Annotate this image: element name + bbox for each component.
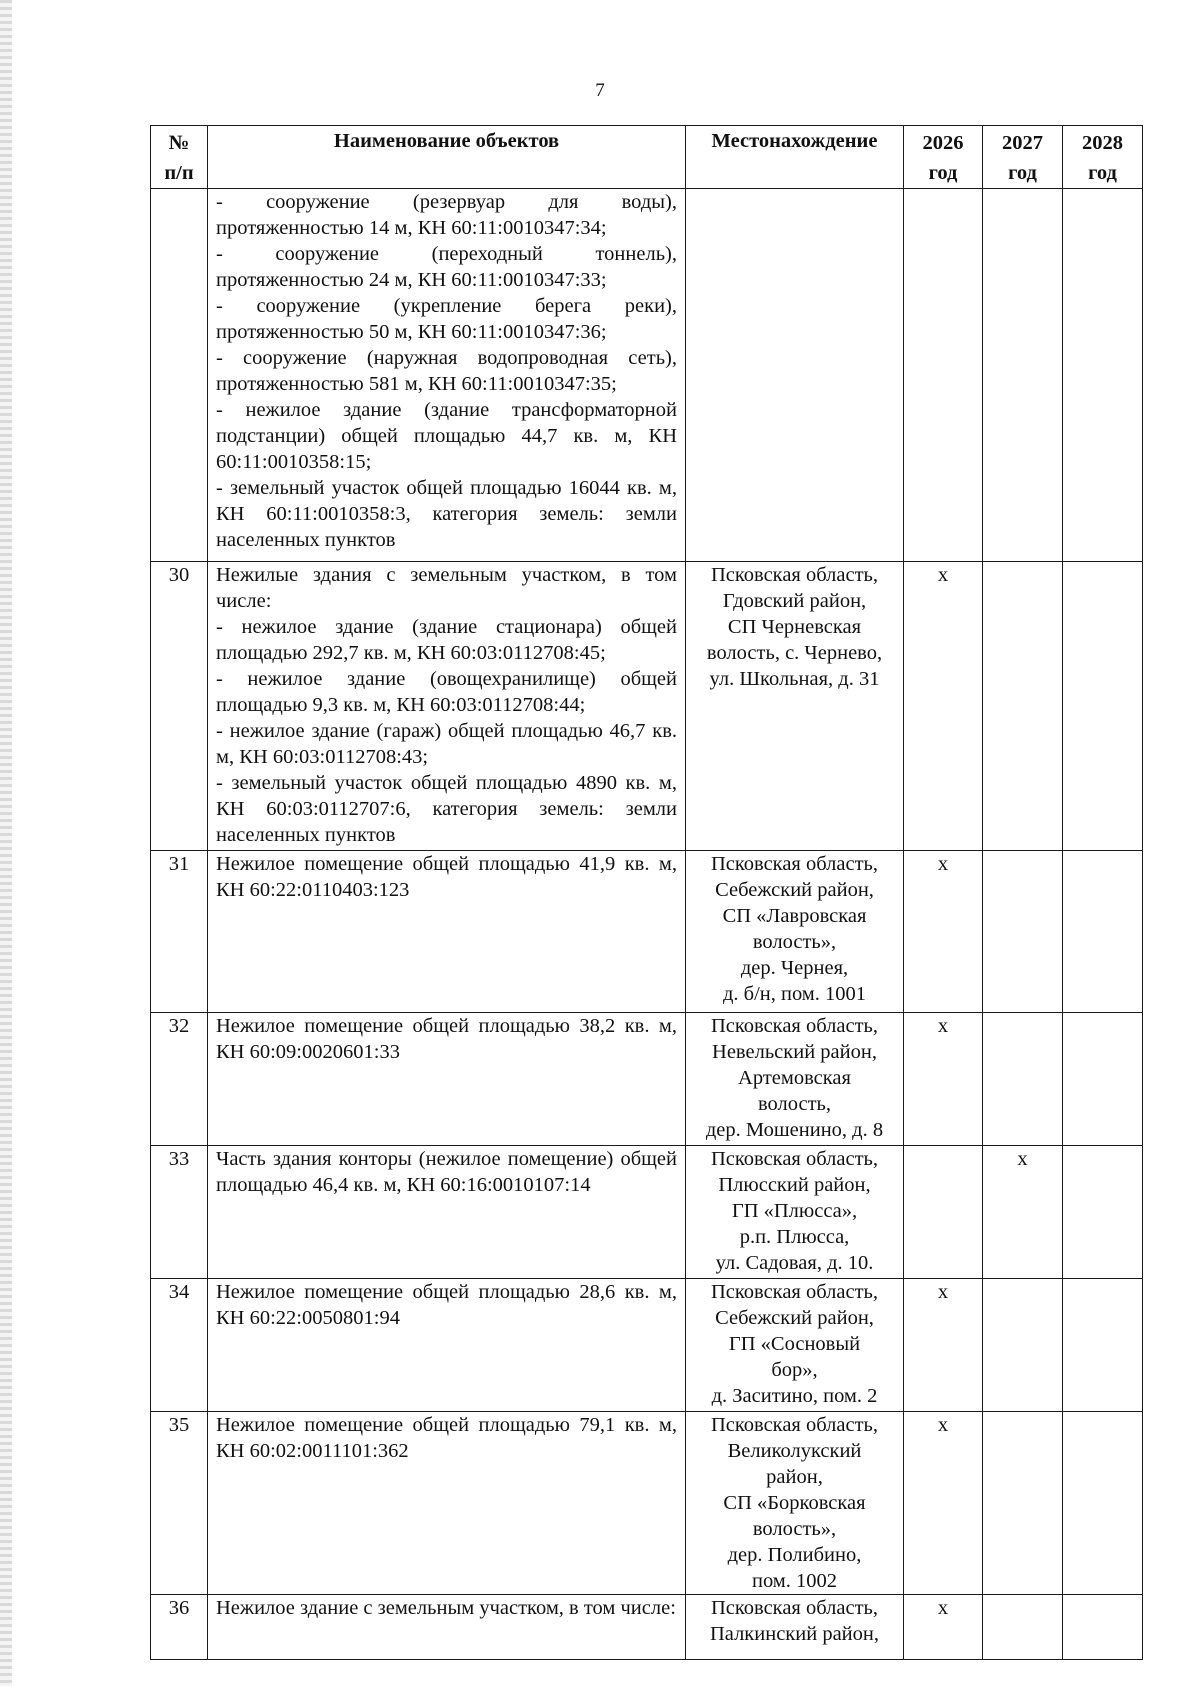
mark-2028 bbox=[1063, 1595, 1143, 1660]
table-row bbox=[151, 851, 1143, 1013]
location-line: Палкинский район, bbox=[709, 1623, 879, 1645]
mark-2027 bbox=[983, 1013, 1063, 1146]
row-number: 36 bbox=[151, 1595, 208, 1660]
mark-2026: х bbox=[904, 851, 983, 1013]
location-line: Плюсский район, bbox=[718, 1174, 871, 1196]
location-line: Себежский район, bbox=[715, 1307, 874, 1329]
location-line: Псковская область, bbox=[710, 1281, 879, 1303]
location-line: Псковская область, bbox=[710, 853, 879, 875]
table-row bbox=[151, 562, 1143, 851]
location-line: ГП «Плюсса», bbox=[731, 1200, 858, 1222]
location-line: волость, bbox=[757, 1093, 832, 1115]
row-number: 32 bbox=[151, 1013, 208, 1146]
header-number: № п/п bbox=[151, 126, 208, 189]
location-line: д. Заситино, пом. 2 bbox=[711, 1385, 878, 1407]
location-line: Артемовская bbox=[738, 1067, 851, 1089]
row-number: 35 bbox=[151, 1412, 208, 1595]
object-name-cell bbox=[208, 189, 686, 562]
header-2026: 2026 год bbox=[904, 126, 983, 189]
location-cell bbox=[686, 1595, 904, 1660]
object-name-line: Нежилое помещение общей площадью 41,9 кв. м, КН 60:22:0110403:123 bbox=[216, 853, 677, 901]
location-line: ул. Школьная, д. 31 bbox=[709, 668, 880, 690]
object-name-line: Нежилое помещение общей площадью 28,6 кв. м, КН 60:22:0050801:94 bbox=[216, 1281, 677, 1329]
location-line: Гдовский район, bbox=[722, 590, 867, 612]
location-line: бор», bbox=[771, 1359, 818, 1381]
mark-2028 bbox=[1063, 1146, 1143, 1279]
row-number: 34 bbox=[151, 1279, 208, 1412]
object-name-line: Часть здания конторы (нежилое помещение) общей площадью 46,4 кв. м, КН 60:16:0010107:14 bbox=[216, 1148, 677, 1196]
header-2027: 2027 год bbox=[983, 126, 1063, 189]
objects-table bbox=[150, 125, 1143, 1660]
object-name-line: Нежилое помещение общей площадью 38,2 кв. м, КН 60:09:0020601:33 bbox=[216, 1015, 677, 1063]
table-row bbox=[151, 1279, 1143, 1412]
page-number: 7 bbox=[595, 80, 605, 101]
header-name: Наименование объектов bbox=[208, 126, 686, 189]
location-line: СП Черневская bbox=[727, 616, 862, 638]
location-line: район, bbox=[766, 1466, 823, 1488]
object-name-cell bbox=[208, 851, 686, 1013]
location-line: р.п. Плюсса, bbox=[739, 1226, 850, 1248]
location-line: СП «Борковская bbox=[723, 1492, 866, 1514]
location-line: ул. Садовая, д. 10. bbox=[715, 1252, 874, 1274]
row-number: 30 bbox=[151, 562, 208, 851]
location-line: Псковская область, bbox=[710, 1148, 879, 1170]
location-line: дер. Полибино, bbox=[727, 1544, 862, 1566]
mark-2028 bbox=[1063, 851, 1143, 1013]
location-line: волость, с. Чернево, bbox=[706, 642, 883, 664]
location-line: СП «Лавровская bbox=[722, 905, 867, 927]
object-name-line: - нежилое здание (овощехранилище) общей площадью 9,3 кв. м, КН 60:03:0112708:44; bbox=[216, 668, 677, 716]
location-line: дер. Чернея, bbox=[740, 957, 849, 979]
object-name-line: Нежилое помещение общей площадью 79,1 кв. м, КН 60:02:0011101:362 bbox=[216, 1414, 677, 1462]
object-name-line: - сооружение (укрепление берега реки), протяженностью 50 м, КН 60:11:0010347:36; bbox=[216, 295, 677, 343]
location-line: д. б/н, пом. 1001 bbox=[722, 983, 867, 1005]
location-cell bbox=[686, 1013, 904, 1146]
mark-2026 bbox=[904, 189, 983, 562]
location-cell bbox=[686, 1279, 904, 1412]
table-row bbox=[151, 1146, 1143, 1279]
mark-2026: х bbox=[904, 1412, 983, 1595]
location-line: Великолукский bbox=[727, 1440, 862, 1462]
mark-2028 bbox=[1063, 1279, 1143, 1412]
table-row bbox=[151, 1595, 1143, 1660]
mark-2028 bbox=[1063, 1412, 1143, 1595]
header-location: Местонахождение bbox=[686, 126, 904, 189]
row-number bbox=[151, 189, 208, 562]
object-name-line: - нежилое здание (гараж) общей площадью 46,7 кв. м, КН 60:03:0112708:43; bbox=[216, 720, 677, 768]
table-header-row bbox=[151, 126, 1143, 189]
object-name-cell bbox=[208, 1279, 686, 1412]
table-row bbox=[151, 1013, 1143, 1146]
mark-2027 bbox=[983, 1412, 1063, 1595]
location-cell bbox=[686, 1146, 904, 1279]
mark-2027 bbox=[983, 1595, 1063, 1660]
location-line: Псковская область, bbox=[710, 1414, 879, 1436]
object-name-line: - сооружение (наружная водопроводная сеть), протяженностью 581 м, КН 60:11:0010347:35; bbox=[216, 347, 677, 395]
location-line: дер. Мошенино, д. 8 bbox=[705, 1119, 884, 1141]
location-cell bbox=[686, 851, 904, 1013]
mark-2026 bbox=[904, 1146, 983, 1279]
location-cell bbox=[686, 1412, 904, 1595]
mark-2027 bbox=[983, 851, 1063, 1013]
row-number: 31 bbox=[151, 851, 208, 1013]
location-line: Псковская область, bbox=[710, 564, 879, 586]
mark-2026: х bbox=[904, 562, 983, 851]
mark-2027: х bbox=[983, 1146, 1063, 1279]
object-name-line: - сооружение (переходный тоннель), протяженностью 24 м, КН 60:11:0010347:33; bbox=[216, 243, 677, 291]
object-name-line: - нежилое здание (здание стационара) общей площадью 292,7 кв. м, КН 60:03:0112708:45; bbox=[216, 616, 677, 664]
mark-2026: х bbox=[904, 1013, 983, 1146]
location-line: ГП «Сосновый bbox=[728, 1333, 861, 1355]
row-number: 33 bbox=[151, 1146, 208, 1279]
object-name-line: Нежилое здание с земельным участком, в том числе: bbox=[216, 1597, 676, 1619]
mark-2028 bbox=[1063, 189, 1143, 562]
mark-2026: х bbox=[904, 1279, 983, 1412]
location-line: волость», bbox=[752, 931, 837, 953]
location-line: Себежский район, bbox=[715, 879, 874, 901]
location-line: Невельский район, bbox=[712, 1041, 877, 1063]
location-line: Псковская область, bbox=[710, 1015, 879, 1037]
table-row bbox=[151, 1412, 1143, 1595]
object-name-line: - нежилое здание (здание трансформаторной подстанции) общей площадью 44,7 кв. м, КН 60:11:0010358:15; bbox=[216, 399, 677, 473]
mark-2027 bbox=[983, 189, 1063, 562]
mark-2027 bbox=[983, 1279, 1063, 1412]
object-name-cell bbox=[208, 562, 686, 851]
mark-2028 bbox=[1063, 1013, 1143, 1146]
mark-2026: х bbox=[904, 1595, 983, 1660]
object-name-cell bbox=[208, 1146, 686, 1279]
table-row bbox=[151, 189, 1143, 562]
object-name-cell bbox=[208, 1595, 686, 1660]
location-line: пом. 1002 bbox=[751, 1570, 838, 1592]
location-cell bbox=[686, 562, 904, 851]
location-cell bbox=[686, 189, 904, 562]
object-name-line: - сооружение (резервуар для воды), протяженностью 14 м, КН 60:11:0010347:34; bbox=[216, 191, 677, 239]
mark-2028 bbox=[1063, 562, 1143, 851]
scan-edge bbox=[0, 0, 12, 1686]
object-name-line: Нежилые здания с земельным участком, в том числе: bbox=[216, 564, 677, 612]
object-name-cell bbox=[208, 1412, 686, 1595]
object-name-line: - земельный участок общей площадью 4890 кв. м, КН 60:03:0112707:6, категория земель: земли населенных пунктов bbox=[216, 772, 677, 846]
location-line: Псковская область, bbox=[710, 1597, 879, 1619]
mark-2027 bbox=[983, 562, 1063, 851]
object-name-cell bbox=[208, 1013, 686, 1146]
header-2028: 2028 год bbox=[1063, 126, 1143, 189]
object-name-line: - земельный участок общей площадью 16044 кв. м, КН 60:11:0010358:3, категория земель: земли населенных пунктов bbox=[216, 477, 677, 551]
location-line: волость», bbox=[752, 1518, 837, 1540]
